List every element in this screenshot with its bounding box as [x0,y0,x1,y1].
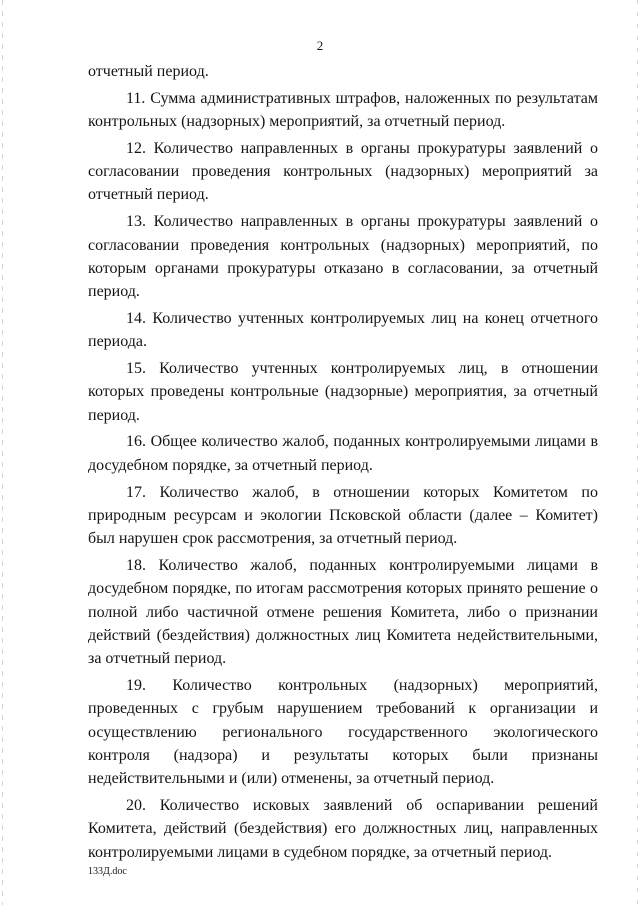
list-item-11: 11. Сумма административных штрафов, наложенных по результатам контрольных (надзорных) мероприятий, за отчетный период. [88,89,598,131]
list-item-18: 18. Количество жалоб, поданных контролируемыми лицами в досудебном порядке, по итогам рассмотрения которых принято решение о полной либо частичной отмене решения Комитета, либо о признании действий (бездействия) должностных лиц Комитета недействительными, за отчетный период. [88,556,598,668]
document-body [88,60,598,864]
scan-edge-left [2,0,3,905]
list-item-19: 19. Количество контрольных (надзорных) мероприятий, проведенных с грубым нарушением требований к организации и осуществлению регионального государственного экологического контроля (надзора) и результаты которых были признаны недействительными и (или) отменены, за отчетный период. [88,676,598,788]
list-item-15: 15. Количество учтенных контролируемых лиц, в отношении которых проведены контрольные (надзорные) мероприятия, за отчетный период. [88,360,598,424]
scan-edge-right [637,0,638,905]
page-number: 2 [316,38,324,53]
list-item-16: 16. Общее количество жалоб, поданных контролируемыми лицами в досудебном порядке, за отчетный период. [88,433,598,474]
list-item-17: 17. Количество жалоб, в отношении которых Комитетом по природным ресурсам и экологии Псковской области (далее – Комитет) был нарушен срок рассмотрения, за отчетный период. [88,483,598,548]
list-item-14: 14. Количество учтенных контролируемых лиц на конец отчетного периода. [88,309,598,351]
footer-filename: 133Д.doc [88,866,127,877]
list-item-20: 20. Количество исковых заявлений об оспаривании решений Комитета, действий (бездействия) его должностных лиц, направленных контролируемыми лицами в судебном порядке, за отчетный период. [88,796,598,861]
list-item-13: 13. Количество направленных в органы прокуратуры заявлений о согласовании проведения контрольных (надзорных) мероприятий, по которым органами прокуратуры отказано в согласовании, за отчетный период. [88,213,598,301]
continuation-line: отчетный период. [88,63,209,80]
list-item-12: 12. Количество направленных в органы прокуратуры заявлений о согласовании проведения контрольных (надзорных) мероприятий за отчетный период. [88,139,598,204]
